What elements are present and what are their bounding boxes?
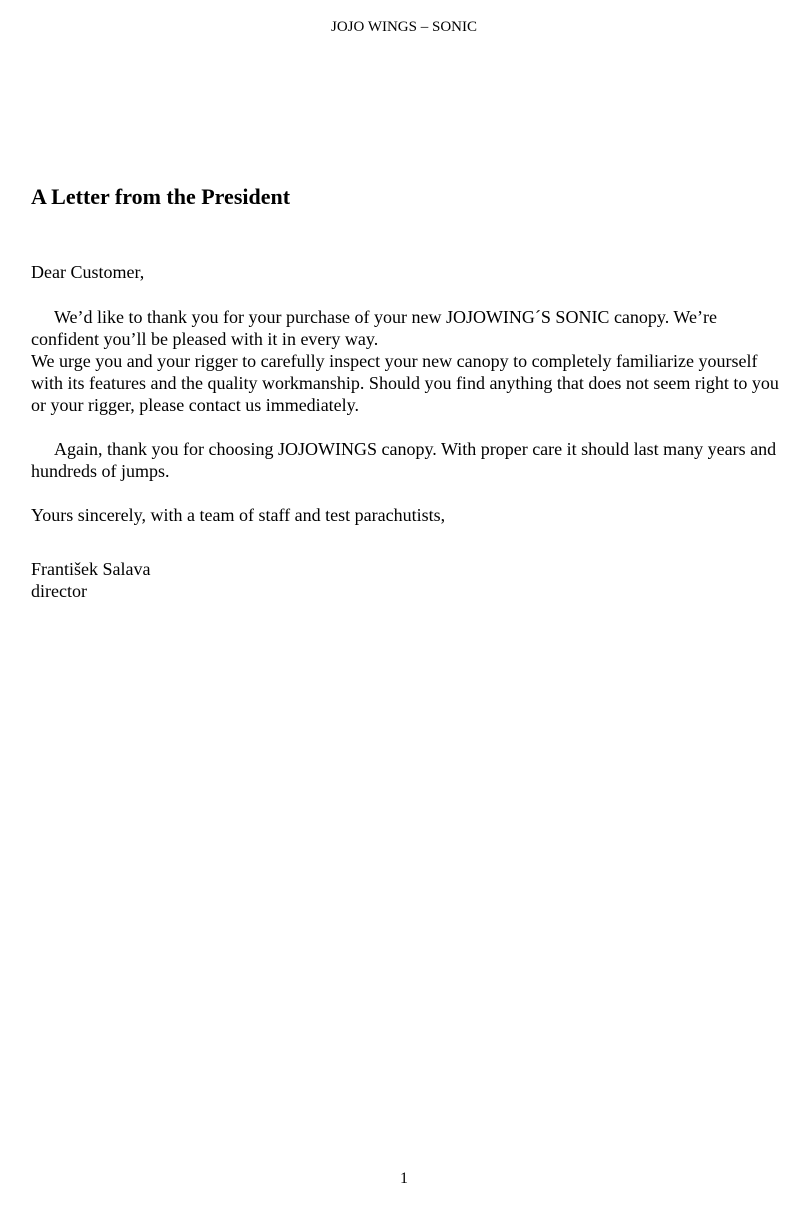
running-header: JOJO WINGS – SONIC	[331, 19, 477, 35]
paragraph-inspect: We urge you and your rigger to carefully inspect your new canopy to completely familiarize yourself with its features and the quality workmanship. Should you find anything that does not seem right to you or your rigger, please contact us immediately.	[31, 351, 779, 415]
signer-title: director	[31, 581, 87, 601]
page-number: 1	[400, 1170, 408, 1187]
letter-body	[31, 261, 786, 602]
paragraph-thank-you: We’d like to thank you for your purchase of your new JOJOWING´S SONIC canopy. We’re confident you’ll be pleased with it in every way.	[31, 307, 717, 349]
salutation: Dear Customer,	[31, 262, 145, 282]
paragraph-again: Again, thank you for choosing JOJOWINGS canopy. With proper care it should last many years and hundreds of jumps.	[31, 439, 777, 481]
letter-title: A Letter from the President	[31, 184, 291, 209]
signer-name: František Salava	[31, 559, 151, 579]
closing-line: Yours sincerely, with a team of staff and test parachutists,	[31, 505, 446, 525]
